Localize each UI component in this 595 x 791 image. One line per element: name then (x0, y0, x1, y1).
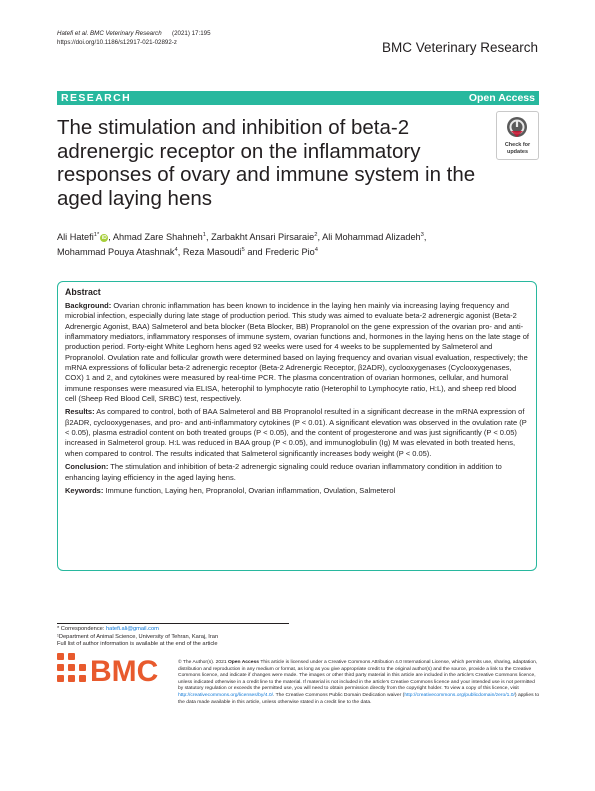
author-name[interactable]: Zarbakht Ansari Pirsaraie (211, 232, 315, 242)
copyright: © The Author(s). 2021 (178, 660, 228, 665)
author-affiliation-marker: 4 (174, 246, 178, 253)
footnote (57, 626, 297, 649)
bmc-logo-icon[interactable] (57, 651, 161, 685)
citation-volume: (2021) 17:195 (172, 30, 211, 37)
article-title: The stimulation and inhibition of beta-2 adrenergic receptor on the inflammatory responses of ovary and immune system in the aged laying hens (57, 116, 476, 210)
author-affiliation-marker: 5 (241, 246, 245, 253)
results-text: As compared to control, both of BAA Salmeterol and BB Propranolol resulted in a significant decrease in the mRNA expression of β2ADR, cyclooxygenases, and pro- and anti-inflammatory cytokines (P < 0.01). A significant elevation was observed in the ovulation rate (P < 0.05), plasma estradiol content on both treated groups (P < 0.05), and the content of progesterone and was just significantly (P < 0.05) increased in Salmeterol group. H:L was reduced in BAA group (P < 0.05), and immunoglobulin (Ig) M was elevated in both treated hens, when compared to control. The results indicated that Salmeterol significantly increases body weight (P < 0.05). (65, 407, 527, 458)
author-name[interactable]: Ali Mohammad Alizadeh (322, 232, 421, 242)
affiliation-line: ¹Department of Animal Science, University of Tehran, Karaj, Iran (57, 633, 219, 640)
article-type-label: RESEARCH (61, 92, 132, 104)
orcid-icon[interactable]: iD (101, 234, 107, 241)
license-text (178, 660, 540, 706)
abstract-keywords (65, 486, 529, 496)
correspondence-label: * Correspondence: (57, 626, 107, 632)
background-label: Background: (65, 301, 112, 310)
correspondence-line (57, 626, 297, 634)
author-name[interactable]: Ali Hatefi (57, 232, 94, 242)
abstract-box (57, 281, 537, 571)
author-list (57, 230, 539, 259)
crossmark-icon (506, 116, 528, 138)
article-citation (57, 30, 211, 47)
author-affiliation-marker: 2 (314, 231, 318, 238)
abstract-conclusion (65, 462, 529, 483)
full-list-note: Full list of author information is available at the end of the article (57, 641, 218, 648)
citation-authors: Hatefi et al. (57, 30, 89, 37)
conclusion-text: The stimulation and inhibition of beta-2 adrenergic signaling could reduce ovarian inflammatory condition in addition to enhancing laying efficiency in the aged laying hens. (65, 462, 502, 482)
license-text-part2: . The Creative Commons Public Domain Dedication waiver ( (272, 692, 405, 698)
author-separator: , (108, 232, 113, 242)
keywords-label: Keywords: (65, 485, 104, 495)
background-text: Ovarian chronic inflammation has been known to incidence in the laying hen mainly via increasing laying frequency and microbial infection, especially during late stage of production period. This study was aimed to evaluate beta-2 adrenergic agonist (Beta-2 Adrenergic Agonist, BAA) Salmeterol and beta blocker (Beta Blocker, BB) Propranolol on the gene expression of the ovarian pro- and anti-inflammatory mediators, inflammatory responses of immune system, ovarian functions and, hormones in the laying hens on the late stage of production period. Forty-eight White Leghorn hens aged 92 weeks were used for 4 weeks to be supplemented by Salmeterol and Propranolol. Ovulation rate and follicular growth were determined based on laying frequency and ovarian visual evaluation, respectively; the mRNA expressions of follicular beta-2 adrenergic receptor (Beta-2 Adrenergic Receptor, β2ADR), cyclooxygenases (Cyclooxygenases, COX) 1 and 2, and cytokines were measured by real-time PCR. The plasma concentration of ovarian hormones, cellular, and humoral immune responses were measured via ELISA, heterophil to lymphocyte ratio (Heterophil to Lymphocyte ratio, H:L), and sheep red blood cell (Sheep Red Blood Cell, SRBC) test, respectively. (65, 301, 529, 404)
abstract-heading: Abstract (65, 287, 101, 297)
author-affiliation-marker: 4 (314, 246, 318, 253)
cc-by-license-link[interactable]: http://creativecommons.org/licenses/by/4.0/ (178, 692, 273, 698)
author-name[interactable]: Ahmad Zare Shahneh (112, 232, 203, 242)
bmc-logo-text: BMC (90, 655, 159, 685)
license-text-part3: ) applies to the data made available in this article, unless otherwise stated in a credit line to the data. (178, 692, 540, 705)
author-separator: and (244, 246, 266, 257)
open-access-bold: Open Access (227, 660, 260, 665)
conclusion-label: Conclusion: (65, 462, 109, 472)
author-affiliation-marker: 3 (420, 231, 424, 238)
license-text-part1: This article is licensed under a Creative Commons Attribution 4.0 International License, which permits use, sharing, adaptation, distribution and reproduction in any medium or format, as long as you give appropriate credit to the original author(s) and the source, provide a link to the Creative Commons licence, and indicate if changes were made. The images or other third party material in this article are included in the article's Creative Commons licence, unless indicated otherwise in a credit line to the material. If material is not included in the article's Creative Commons licence and your intended use is not permitted by statutory regulation or exceeds the permitted use, you will need to obtain permission directly from the copyright holder. To view a copy of this licence, visit (178, 660, 538, 692)
cc0-waiver-link[interactable]: http://creativecommons.org/publicdomain/zero/1.0/ (404, 692, 515, 698)
author-affiliation-marker: 1* (93, 231, 100, 238)
correspondence-email-link[interactable]: hatefi.ali@gmail.com (106, 626, 159, 632)
author-separator: , (177, 246, 183, 257)
citation-journal: BMC Veterinary Research (90, 30, 162, 37)
keywords-text: Immune function, Laying hen, Propranolol, Ovarian inflammation, Ovulation, Salmeterol (103, 485, 396, 495)
author-separator: , (206, 232, 212, 242)
crossmark-line2: updates (506, 149, 529, 155)
article-type-bar (57, 91, 539, 105)
crossmark-line1: Check for (504, 142, 531, 148)
abstract-background (65, 301, 529, 404)
check-for-updates-button[interactable] (496, 111, 539, 160)
journal-name: BMC Veterinary Research (381, 40, 538, 55)
author-name[interactable]: Reza Masoudi (182, 246, 242, 257)
author-name[interactable]: Frederic Pio (265, 246, 315, 257)
citation-line (57, 30, 211, 39)
abstract-results (65, 407, 529, 459)
author-separator: , (423, 232, 427, 242)
results-label: Results: (65, 407, 95, 417)
author-affiliation-marker: 1 (202, 231, 206, 238)
author-name[interactable]: Mohammad Pouya Atashnak (57, 246, 175, 257)
open-access-label: Open Access (468, 92, 535, 104)
author-separator: , (317, 232, 323, 242)
footnote-divider (57, 623, 289, 624)
article-doi[interactable]: https://doi.org/10.1186/s12917-021-02892-z (57, 38, 177, 46)
